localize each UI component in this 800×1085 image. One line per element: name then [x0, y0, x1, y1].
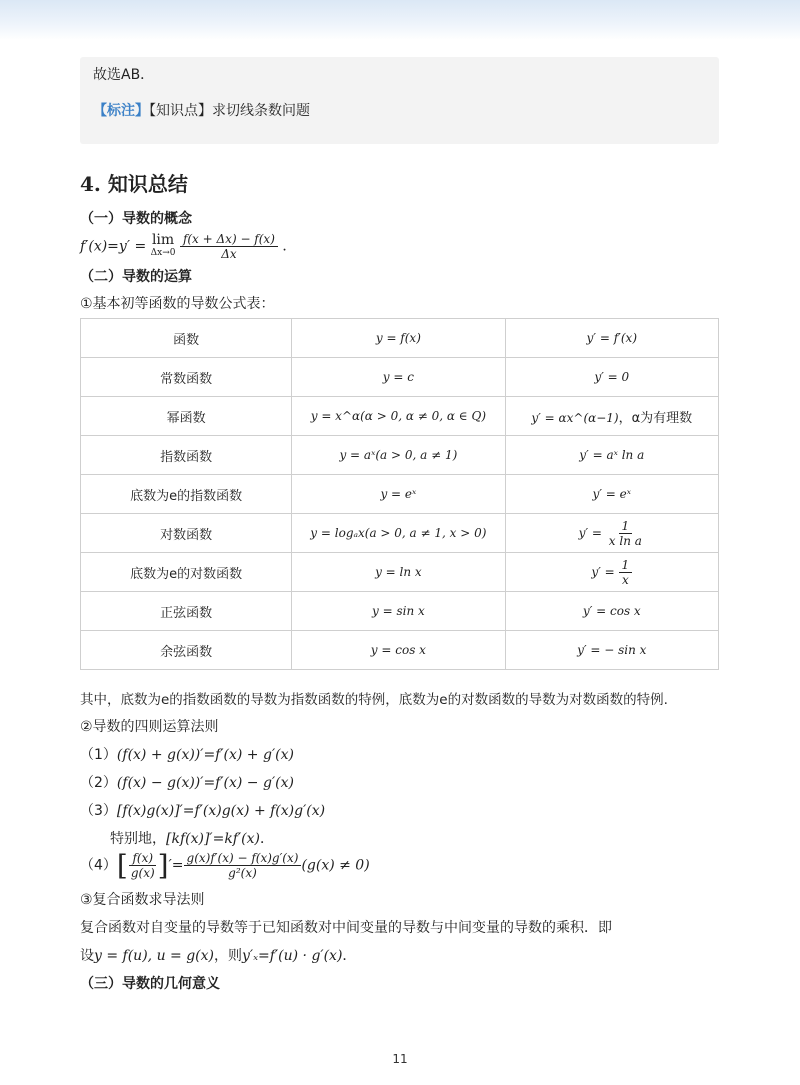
function-formula: y = eˣ [292, 475, 505, 514]
table-row [81, 475, 719, 514]
page-number: 11 [392, 1052, 408, 1066]
part3-title: （三）导数的几何意义 [80, 976, 220, 992]
rule-product [80, 800, 325, 820]
table-row [81, 436, 719, 475]
table-row [81, 358, 719, 397]
limit-subscript: Δx→0 [150, 247, 176, 258]
function-name: 指数函数 [81, 436, 292, 475]
definition-lhs: f′(x)=y′ = [80, 238, 151, 255]
derivative-lhs: y′ = [578, 525, 602, 540]
composite-formula: y = f(u), u = g(x) [94, 948, 214, 964]
quotient-numerator: f(x) [129, 851, 156, 866]
left-bracket: [ [116, 849, 128, 882]
table-row [81, 397, 719, 436]
answer-box [80, 57, 719, 144]
part1-title: （一）导数的概念 [80, 211, 192, 227]
difference-quotient [180, 232, 278, 261]
derivative-formula: y′ = 0 [505, 358, 718, 397]
part2-title: （二）导数的运算 [80, 269, 192, 285]
rule-label: （4） [80, 857, 117, 874]
difference-numerator: f(x + Δx) − f(x) [180, 232, 278, 247]
rule-formula: (f(x) − g(x))′=f′(x) − g′(x) [116, 775, 294, 791]
answer-text: 故选AB． [93, 67, 155, 83]
header-band [0, 0, 800, 40]
function-formula: y = logₐx(a > 0, a ≠ 1, x > 0) [292, 514, 505, 553]
rule-label: （1） [80, 747, 117, 763]
table-header-row [81, 319, 719, 358]
function-name: 幂函数 [81, 397, 292, 436]
rule-difference [80, 772, 294, 792]
table-row [81, 514, 719, 553]
item3-title: ③复合函数求导法则 [80, 892, 205, 908]
section-title: 4. 知识总结 [80, 172, 188, 196]
limit-operator [150, 231, 176, 260]
quotient-fraction [128, 851, 158, 880]
rule-formula: [f(x)g(x)]′=f′(x)g(x) + f(x)g′(x) [116, 803, 326, 819]
function-name: 对数函数 [81, 514, 292, 553]
item2-title: ②导数的四则运算法则 [80, 719, 219, 735]
rule-sum [80, 744, 294, 764]
function-formula: y = cos x [292, 631, 505, 670]
function-name: 底数为e的对数函数 [81, 553, 292, 592]
function-name: 余弦函数 [81, 631, 292, 670]
note-body: 【知识点】求切线条数问题 [149, 103, 310, 119]
function-formula: y = aˣ(a > 0, a ≠ 1) [292, 436, 505, 475]
function-name: 正弦函数 [81, 592, 292, 631]
derivative-fraction [606, 519, 645, 548]
function-formula: y = x^α(α > 0, α ≠ 0, α ∈ Q) [292, 397, 505, 436]
special-tail: ． [259, 831, 274, 847]
composite-description: 复合函数对自变量的导数等于已知函数对中间变量的导数与中间变量的导数的乘积．即 [80, 920, 612, 936]
table-row [81, 553, 719, 592]
fraction-numerator: 1 [619, 558, 633, 573]
table-row [81, 631, 719, 670]
table-header-cell: y = f(x) [292, 319, 505, 358]
quotient-condition: (g(x) ≠ 0) [301, 857, 370, 874]
difference-denominator: Δx [221, 247, 237, 261]
derivative-definition [80, 232, 296, 261]
composite-prefix: 设 [80, 948, 94, 964]
table-header-cell: y′ = f′(x) [505, 319, 718, 358]
item1-title: ①基本初等函数的导数公式表： [80, 296, 275, 312]
composite-formula: y′ₓ=f′(u) · g′(x) [242, 948, 343, 964]
composite-tail: ． [342, 948, 357, 964]
rule-label: （3） [80, 803, 117, 819]
derivative-formula: y′ = aˣ ln a [505, 436, 718, 475]
table-remark: 其中，底数为e的指数函数的导数为指数函数的特例，底数为e的对数函数的导数为对数函数的特例. [80, 692, 668, 708]
composite-rule [80, 945, 356, 965]
result-denominator: g²(x) [228, 866, 257, 880]
fraction-numerator: 1 [619, 519, 633, 534]
quotient-denominator: g(x) [130, 866, 155, 880]
composite-mid: ，则 [214, 948, 242, 964]
function-name: 底数为e的指数函数 [81, 475, 292, 514]
derivative-cell [505, 514, 718, 553]
note-line [93, 100, 310, 120]
right-bracket: ] [157, 849, 169, 882]
result-numerator: g(x)f′(x) − f(x)g′(x) [184, 851, 302, 866]
derivative-formula: y′ = αx^(α−1) [531, 410, 619, 425]
fraction-denominator: x ln a [608, 533, 642, 548]
rule-quotient [80, 849, 370, 882]
function-formula: y = sin x [292, 592, 505, 631]
rule-formula: (f(x) + g(x))′=f′(x) + g′(x) [116, 747, 294, 763]
derivative-lhs: y′ = [591, 564, 615, 579]
table-header-cell: 函数 [81, 319, 292, 358]
derivative-cell [505, 397, 718, 436]
fraction-denominator: x [621, 572, 629, 587]
rule-constant-multiple [110, 828, 274, 848]
derivative-cell [505, 553, 718, 592]
function-formula: y = c [292, 358, 505, 397]
derivative-note: ，α为有理数 [618, 410, 693, 426]
special-prefix: 特别地， [110, 831, 166, 847]
derivative-fraction [619, 558, 633, 587]
function-formula: y = ln x [292, 553, 505, 592]
derivative-table [80, 318, 719, 670]
function-name: 常数函数 [81, 358, 292, 397]
quotient-equals: ′= [168, 857, 184, 874]
note-tag: 【标注】 [93, 103, 149, 119]
table-row [81, 592, 719, 631]
derivative-formula: y′ = cos x [505, 592, 718, 631]
derivative-formula: y′ = eˣ [505, 475, 718, 514]
limit-word: lim [151, 231, 175, 248]
rule-formula: [kf(x)]′=kf′(x) [166, 831, 260, 847]
rule-label: （2） [80, 775, 117, 791]
quotient-result-fraction [184, 851, 302, 880]
definition-tail: ． [282, 238, 297, 255]
derivative-formula: y′ = − sin x [505, 631, 718, 670]
